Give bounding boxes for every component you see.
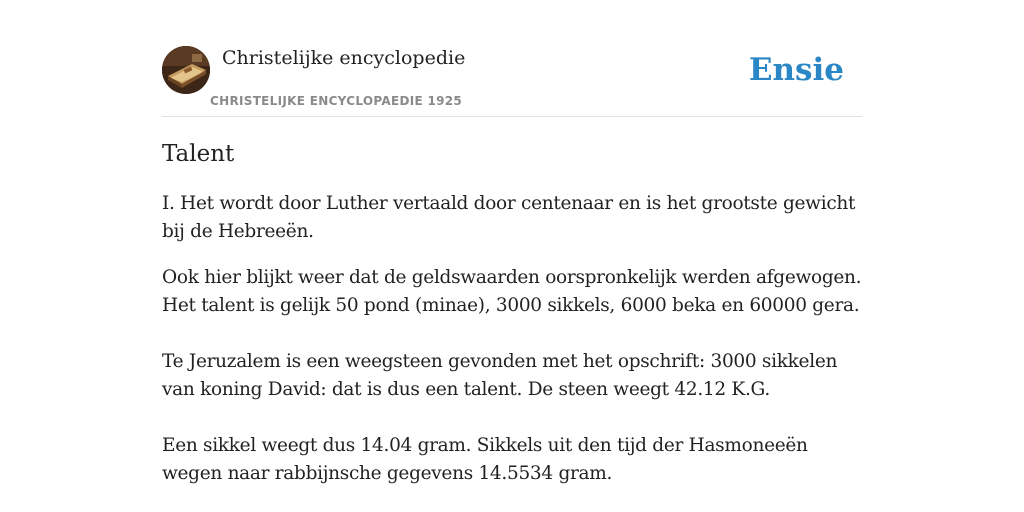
article-content (162, 136, 866, 512)
article-paragraph: I. Het wordt door Luther vertaald door centenaar en is het grootste gewicht bij de Hebreeën. (162, 193, 856, 242)
source-header (162, 46, 862, 117)
article-paragraph: Te Jeruzalem is een weegsteen gevonden met het opschrift: 3000 sikkelen van koning David: dat is dus een talent. De steen weegt 42.12 K.G. (162, 351, 838, 400)
article-paragraph: Ook hier blijkt weer dat de geldswaarden oorspronkelijk werden afgewogen. Het talent is gelijk 50 pond (minae), 3000 sikkels, 6000 beka en 60000 gera. (162, 267, 862, 316)
source-name[interactable]: Christelijke encyclopedie (222, 47, 466, 69)
ensie-logo[interactable]: Ensie (748, 52, 844, 88)
source-subtitle[interactable]: CHRISTELIJKE ENCYCLOPAEDIE 1925 (210, 94, 463, 108)
source-avatar[interactable] (162, 46, 210, 94)
article-paragraph: Een sikkel weegt dus 14.04 gram. Sikkels uit den tijd der Hasmoneeën wegen naar rabbijnsche gegevens 14.5534 gram. (162, 435, 808, 484)
book-thumbnail-icon (162, 46, 210, 94)
article-title: Talent (162, 141, 235, 167)
